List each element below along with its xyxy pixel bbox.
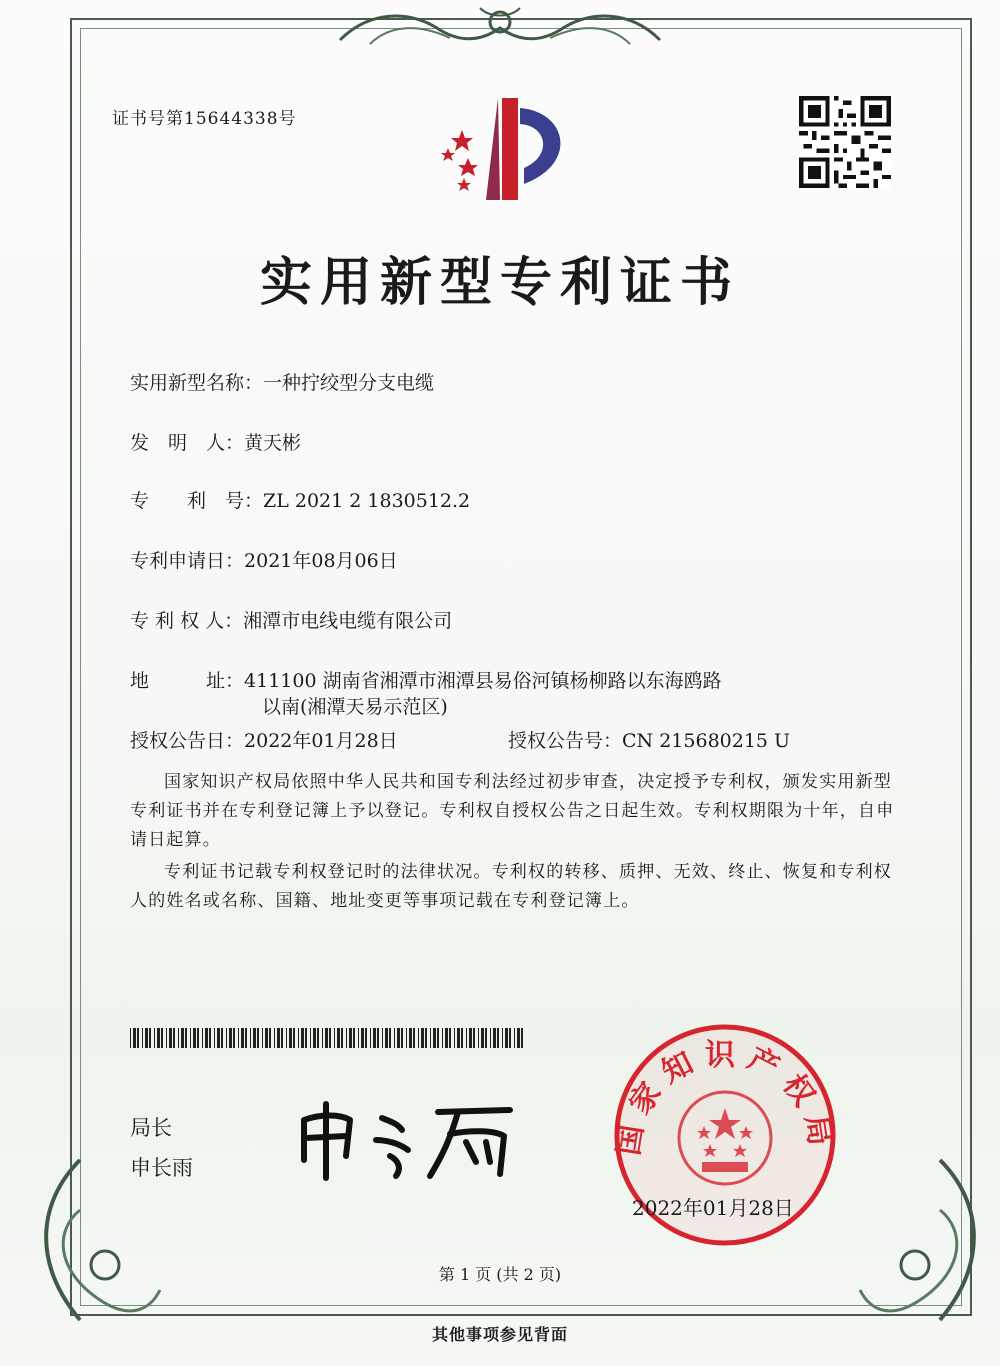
certificate-number: 证书号第15644338号 xyxy=(112,109,297,129)
field-value: 411100 湖南省湘潭市湘潭县易俗河镇杨柳路以东海鸥路 xyxy=(244,670,722,692)
field-value: 以南(湘潭天易示范区) xyxy=(262,696,448,718)
qr-code-icon xyxy=(796,96,894,188)
field-filing-date xyxy=(130,546,398,573)
field-value: CN 215680215 U xyxy=(622,730,791,752)
bottom-note: 其他事项参见背面 xyxy=(431,1325,568,1344)
cnipa-logo-icon xyxy=(428,94,576,206)
barcode-icon xyxy=(130,1028,525,1048)
field-patent-number xyxy=(130,486,470,513)
director-signature-icon xyxy=(290,1090,520,1182)
field-label: 授权公告号： xyxy=(508,730,623,752)
seal-text: 国家知识产权局 xyxy=(611,1038,839,1158)
field-utility-model-name xyxy=(130,368,434,395)
field-label: 实用新型名称： xyxy=(130,372,264,394)
field-inventor xyxy=(130,428,301,455)
field-label: 授权公告日： xyxy=(130,730,245,752)
field-value: 黄天彬 xyxy=(244,432,302,454)
field-patentee xyxy=(130,606,452,633)
field-value: 2021年08月06日 xyxy=(244,550,398,572)
field-label: 专 利 权 人： xyxy=(130,610,244,632)
paragraph-grant-statement: 国家知识产权局依照中华人民共和国专利法经过初步审查，决定授予专利权，颁发实用新型专利证书并在专利登记簿上予以登记。专利权自授权公告之日起生效。专利权期限为十年，自申请日起算。 xyxy=(130,772,895,850)
field-label: 发 明 人： xyxy=(130,432,245,454)
field-address xyxy=(130,666,722,693)
field-label: 专 利 号： xyxy=(130,490,264,512)
director-title: 局长 xyxy=(130,1116,172,1140)
top-ornament-icon xyxy=(330,0,670,52)
field-address-line2 xyxy=(262,692,448,719)
certificate-title: 实用新型专利证书 xyxy=(259,252,740,313)
field-label: 专利申请日： xyxy=(130,550,245,572)
field-grant-number xyxy=(508,726,790,753)
field-grant-date xyxy=(130,726,398,753)
field-value: ZL 2021 2 1830512.2 xyxy=(263,490,471,512)
field-value: 湘潭市电线电缆有限公司 xyxy=(243,610,453,632)
field-label: 地 址： xyxy=(130,670,245,692)
field-value: 2022年01月28日 xyxy=(244,730,398,752)
bottom-right-ornament-icon xyxy=(850,1150,1000,1330)
paragraph-legal-status: 专利证书记载专利权登记时的法律状况。专利权的转移、质押、无效、终止、恢复和专利权人的姓名或名称、国籍、地址变更等事项记载在专利登记簿上。 xyxy=(130,862,892,911)
seal-date: 2022年01月28日 xyxy=(632,1196,794,1220)
director-name: 申长雨 xyxy=(130,1156,193,1180)
field-value: 一种拧绞型分支电缆 xyxy=(263,372,435,394)
page-number: 第 1 页 (共 2 页) xyxy=(438,1265,562,1284)
